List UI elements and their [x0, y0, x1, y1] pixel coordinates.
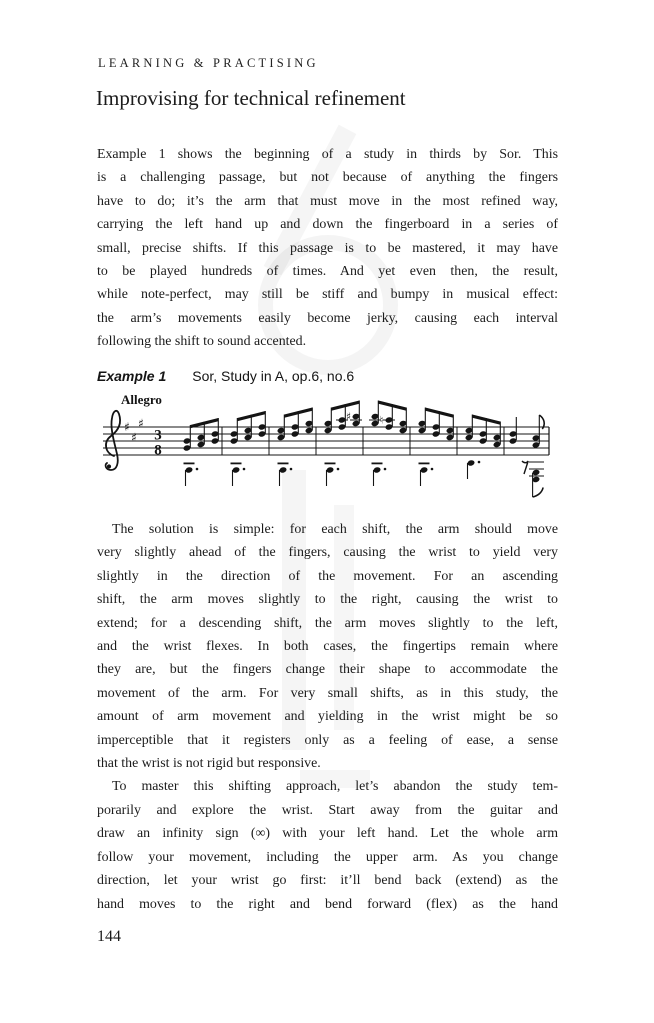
text-line: porarily and explore the wrist. Start away from the guitar and — [97, 802, 558, 818]
svg-text:♯: ♯ — [124, 420, 130, 434]
text-line: following the shift to sound accented. — [97, 334, 307, 350]
svg-text:♮: ♮ — [379, 414, 384, 427]
section-title: Improvising for technical refinement — [96, 86, 406, 110]
text-line: is a challenging passage, but not because of anything the fingers — [97, 170, 558, 186]
text-line: while note-perfect, may still be stiff and bumpy in musical effect: — [97, 287, 558, 303]
body-paragraphs-2-3 — [97, 518, 558, 916]
running-header: LEARNING & PRACTISING — [98, 56, 319, 70]
page-number: 144 — [97, 928, 121, 945]
text-line: small, precise shifts. If this passage is to be mastered, it may have — [97, 240, 558, 256]
svg-text:♯: ♯ — [138, 416, 144, 431]
example-caption-text: Sor, Study in A, op.6, no.6 — [192, 368, 355, 384]
music-notation — [97, 393, 558, 507]
music-example — [97, 368, 558, 507]
svg-text:♯: ♯ — [345, 411, 352, 423]
body-paragraph-1 — [97, 143, 558, 354]
text-line: Example 1 shows the beginning of a study in thirds by Sor. This — [97, 147, 558, 162]
text-line: To master this shifting approach, let’s abandon the study tem- — [112, 779, 558, 795]
text-line: The solution is simple: for each shift, the arm should move — [112, 522, 558, 537]
text-line: direction, let your wrist go first: it’ll bend back (extend) as the — [97, 873, 558, 889]
text-line: carrying the left hand up and down the fingerboard in a series of — [97, 217, 558, 233]
svg-text:Allegro: Allegro — [121, 393, 162, 407]
text-line: the arm’s movements easily become jerky, causing each interval — [97, 310, 558, 326]
example-label: Example 1 — [97, 368, 167, 384]
text-line: hand moves to the right and bend forward (flex) as the hand — [97, 896, 558, 912]
text-line: very slightly ahead of the fingers, causing the wrist to yield very — [97, 545, 558, 561]
example-caption — [97, 368, 558, 384]
text-line: have to do; it’s the arm that must move in the most refined way, — [97, 193, 558, 209]
text-line: that the wrist is not rigid but responsive. — [97, 756, 321, 772]
text-line: amount of arm movement and yielding in the wrist might be so — [97, 709, 558, 725]
text-line: shift, the arm moves slightly to the right, causing the wrist to — [97, 592, 558, 608]
text-line: follow your movement, including the upper arm. As you change — [97, 849, 558, 865]
svg-text:3: 3 — [154, 427, 162, 444]
text-line: and the wrist flexes. In both cases, the fingertips remain where — [97, 639, 558, 655]
text-line: they are, but the fingers change their shape to accommodate the — [97, 662, 558, 678]
svg-text:8: 8 — [154, 442, 162, 459]
text-line: to be played hundreds of times. And yet even then, the result, — [97, 264, 558, 280]
text-line: slightly in the direction of the movement. For an ascending — [97, 568, 558, 584]
svg-text:♯: ♯ — [131, 430, 137, 445]
text-line: draw an infinity sign (∞) with your left hand. Let the whole arm — [97, 826, 558, 842]
text-line: imperceptible that it registers only as a feeling of ease, a sense — [97, 732, 558, 748]
text-line: extend; for a descending shift, the arm moves slightly to the left, — [97, 615, 558, 631]
text-line: movement of the arm. For very small shifts, as in this study, the — [97, 685, 558, 701]
